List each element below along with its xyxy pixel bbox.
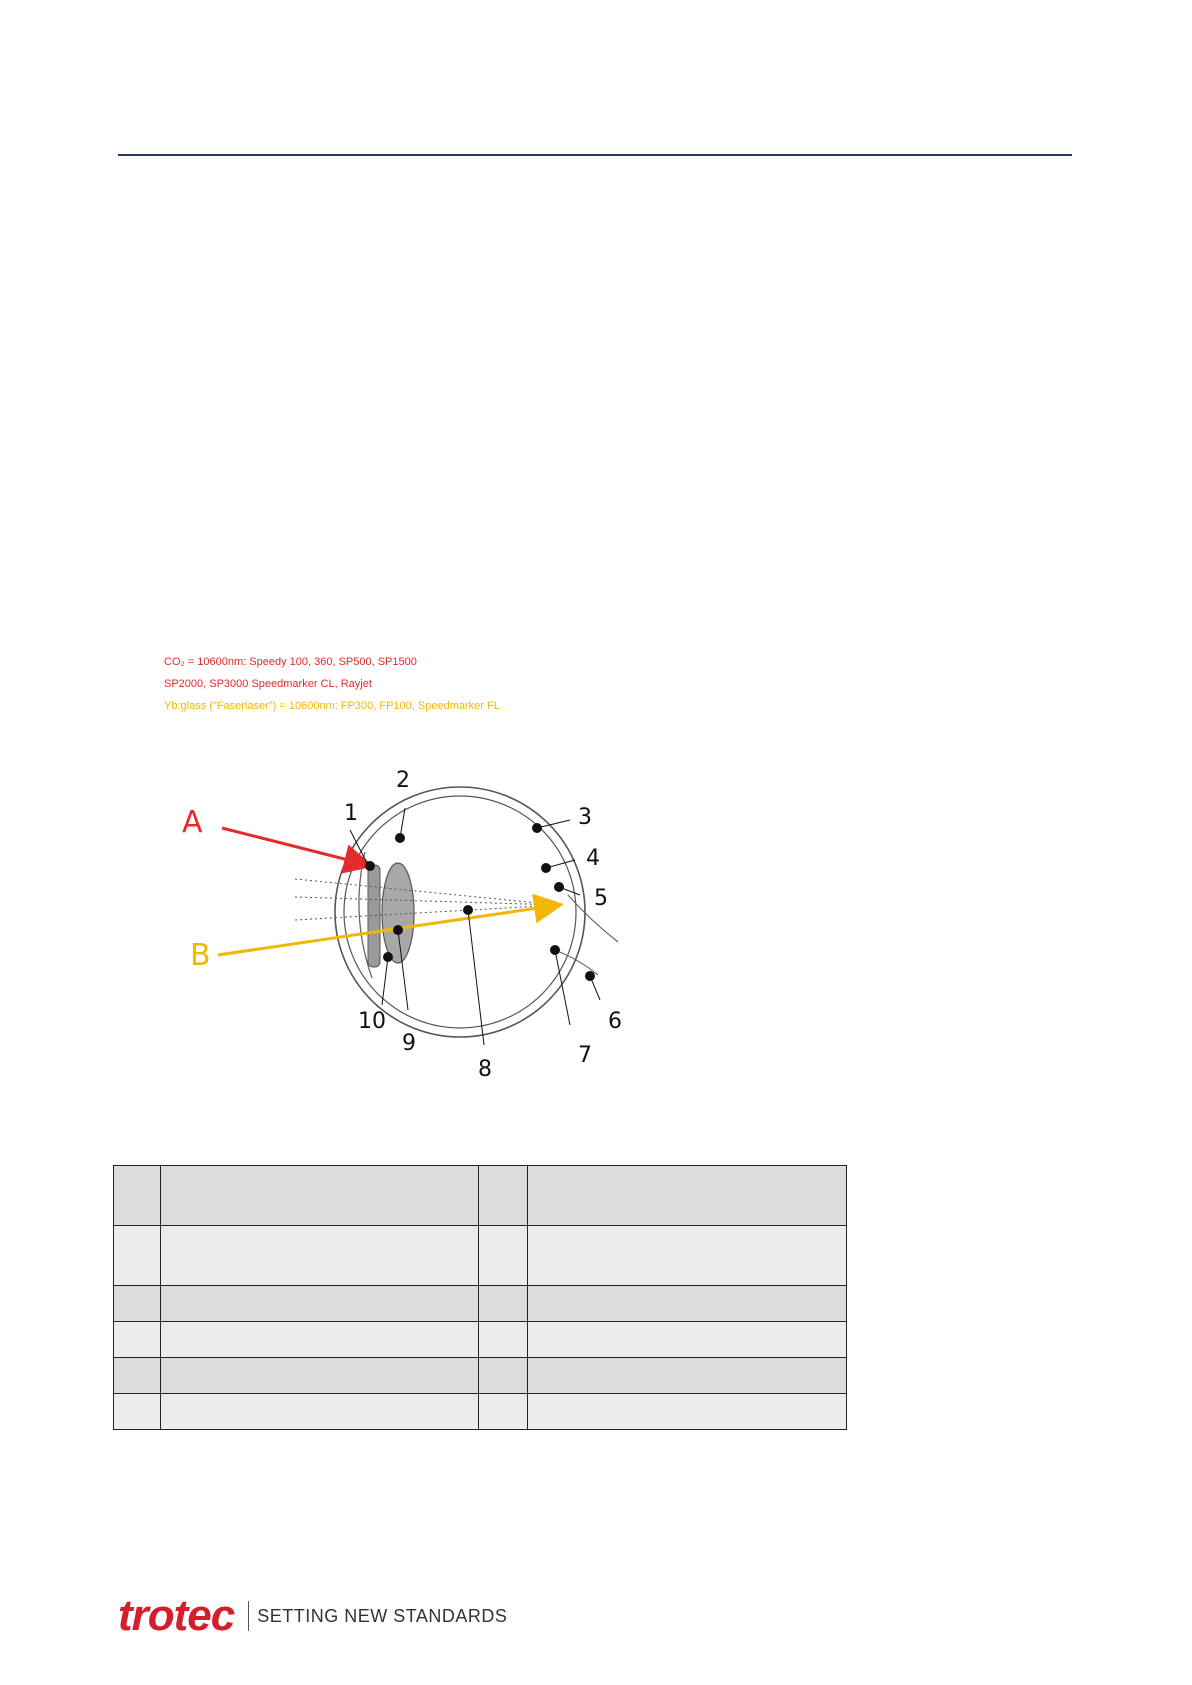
table-row — [114, 1358, 847, 1394]
dot-2 — [396, 834, 405, 843]
label-7: 7 — [578, 1043, 592, 1068]
table-row — [114, 1226, 847, 1286]
table-cell — [479, 1226, 528, 1286]
table-cell — [114, 1358, 161, 1394]
table-row — [114, 1286, 847, 1322]
dot-5 — [555, 883, 564, 892]
label-9: 9 — [402, 1031, 416, 1056]
trotec-logo: trotec — [118, 1591, 235, 1640]
beam-a-arrow — [222, 828, 368, 865]
label-6: 6 — [608, 1009, 622, 1034]
label-5: 5 — [594, 886, 608, 911]
table-cell — [528, 1322, 847, 1358]
header-rule — [118, 154, 1072, 156]
table-cell — [479, 1322, 528, 1358]
table-cell — [479, 1358, 528, 1394]
beam-b-label: B — [190, 938, 211, 973]
logo-divider — [248, 1601, 249, 1631]
table-row — [114, 1394, 847, 1430]
table-cell — [160, 1394, 479, 1430]
table-row — [114, 1166, 847, 1226]
table-cell — [160, 1322, 479, 1358]
iris — [368, 865, 380, 967]
eye-cross-section — [150, 620, 650, 1090]
beam-a-label: A — [182, 805, 203, 840]
footer-tagline: SETTING NEW STANDARDS — [257, 1605, 508, 1626]
dot-8 — [464, 906, 473, 915]
table-cell — [160, 1226, 479, 1286]
table-row — [114, 1322, 847, 1358]
table-cell — [160, 1166, 479, 1226]
dot-1 — [366, 862, 375, 871]
table-cell — [160, 1358, 479, 1394]
dot-4 — [542, 864, 551, 873]
table-cell — [160, 1286, 479, 1322]
eye-parts-table — [113, 1165, 847, 1430]
table-cell — [114, 1322, 161, 1358]
table-cell — [479, 1286, 528, 1322]
dot-7 — [551, 946, 560, 955]
legend-co2-line-2: SP2000, SP3000 Speedmarker CL, Rayjet — [164, 678, 372, 690]
dot-9 — [394, 926, 403, 935]
table-cell — [528, 1286, 847, 1322]
table-cell — [479, 1166, 528, 1226]
table-cell — [528, 1226, 847, 1286]
label-4: 4 — [586, 846, 600, 871]
legend-yb-line: Yb:glass ("Faserlaser") = 10600nm: FP300, FP100, Speedmarker FL — [164, 700, 500, 712]
footer — [118, 1592, 507, 1640]
legend-co2-line-1: CO₂ = 10600nm: Speedy 100, 360, SP500, SP1500 — [164, 656, 417, 668]
label-8: 8 — [478, 1057, 492, 1082]
table-cell — [114, 1166, 161, 1226]
table-cell — [528, 1394, 847, 1430]
eye-diagram — [150, 620, 650, 1090]
table-cell — [114, 1226, 161, 1286]
table-cell — [528, 1166, 847, 1226]
table-cell — [528, 1358, 847, 1394]
label-3: 3 — [578, 805, 592, 830]
dot-3 — [533, 824, 542, 833]
table-cell — [114, 1286, 161, 1322]
lens — [382, 863, 414, 963]
label-2: 2 — [396, 768, 410, 793]
table-cell — [479, 1394, 528, 1430]
table-cell — [114, 1394, 161, 1430]
label-1: 1 — [344, 801, 358, 826]
label-10: 10 — [358, 1009, 386, 1034]
